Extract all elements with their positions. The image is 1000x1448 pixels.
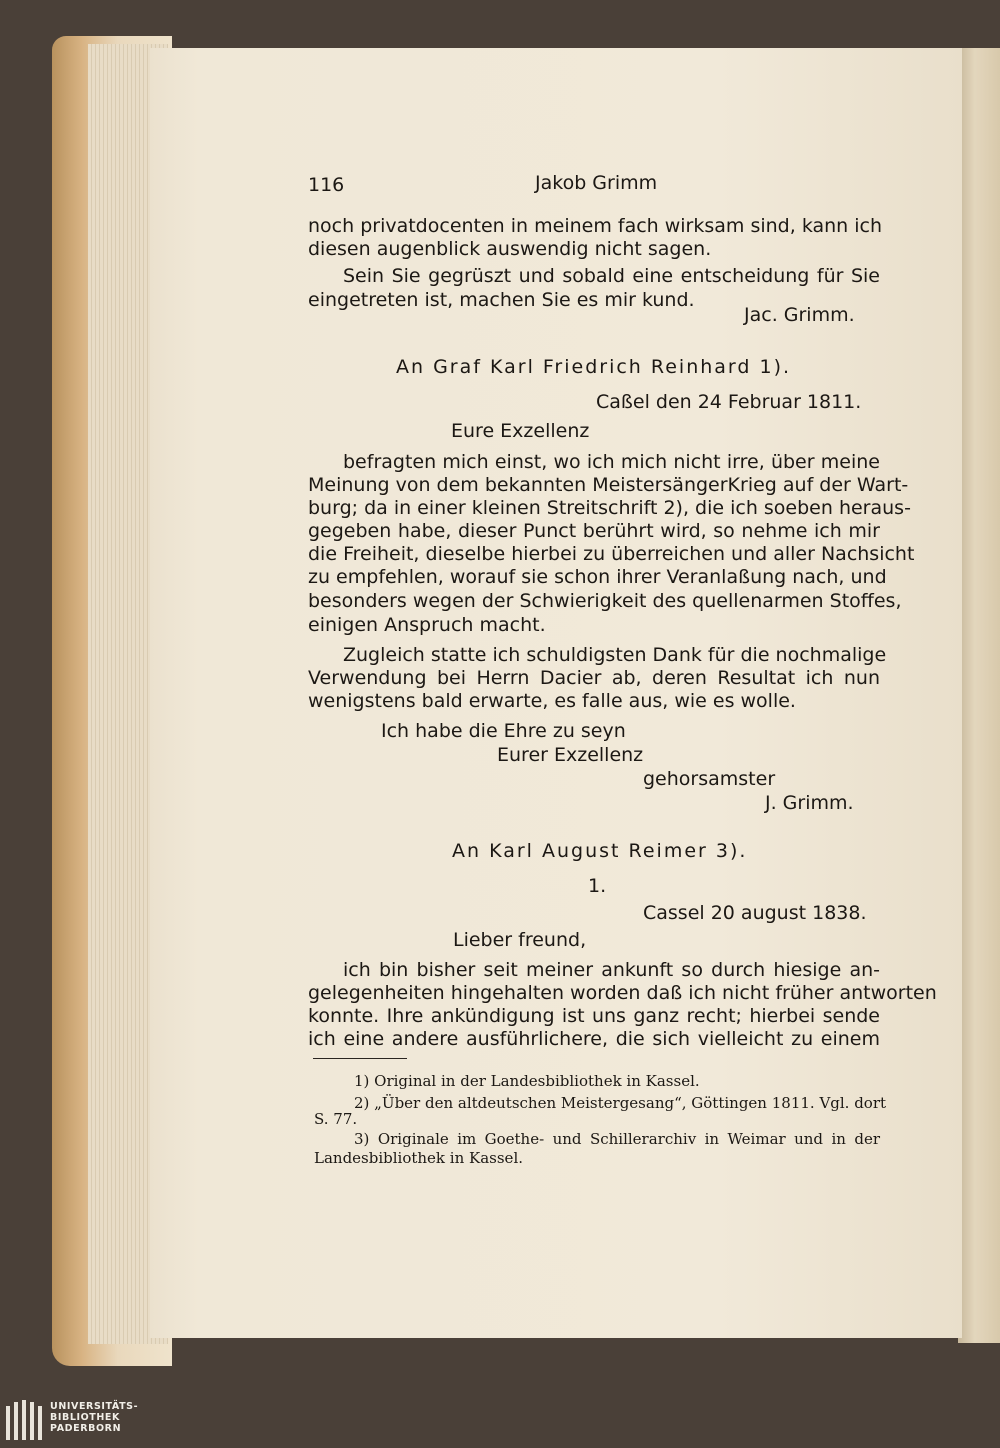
body-line: einigen Anspruch macht. bbox=[308, 614, 546, 636]
logo-text: BIBLIOTHEK bbox=[50, 1412, 120, 1423]
footnote: S. 77. bbox=[314, 1110, 358, 1128]
body-line: Meinung von dem bekannten MeistersängerKrieg auf der Wart- bbox=[308, 474, 909, 496]
logo-bar bbox=[30, 1402, 34, 1440]
logo-bar bbox=[6, 1406, 10, 1440]
closing-line: Ich habe die Ehre zu seyn bbox=[381, 720, 626, 742]
closing-line: Eurer Exzellenz bbox=[497, 744, 644, 766]
body-line: die Freiheit, dieselbe hierbei zu überreichen und aller Nachsicht bbox=[308, 543, 915, 565]
running-title: Jakob Grimm bbox=[535, 172, 658, 194]
footnote: 1) Original in der Landesbibliothek in Kassel. bbox=[354, 1072, 700, 1090]
body-line: diesen augenblick auswendig nicht sagen. bbox=[308, 238, 712, 260]
body-line: noch privatdocenten in meinem fach wirksam sind, kann ich bbox=[308, 215, 883, 237]
footnote: 3) Originale im Goethe- und Schillerarchiv in Weimar und in der bbox=[354, 1130, 880, 1148]
logo-bar bbox=[38, 1406, 42, 1440]
facing-page-edge bbox=[958, 48, 1000, 1343]
body-line: Sein Sie gegrüszt und sobald eine entscheidung für Sie bbox=[343, 265, 880, 287]
dateline: Cassel 20 august 1838. bbox=[643, 902, 867, 924]
body-line: ich eine andere ausführlichere, die sich vielleicht zu einem bbox=[308, 1028, 880, 1050]
logo-text: UNIVERSITÄTS- bbox=[50, 1401, 139, 1412]
body-line: burg; da in einer kleinen Streitschrift 2), die ich soeben heraus- bbox=[308, 497, 911, 519]
letter-heading: An Karl August Reimer 3). bbox=[452, 840, 748, 862]
body-line: ich bin bisher seit meiner ankunft so durch hiesige an- bbox=[343, 959, 880, 981]
body-line: eingetreten ist, machen Sie es mir kund. bbox=[308, 289, 695, 311]
body-line: Verwendung bei Herrn Dacier ab, deren Resultat ich nun bbox=[308, 667, 880, 689]
body-line: Zugleich statte ich schuldigsten Dank für die nochmalige bbox=[343, 644, 887, 666]
logo-bar bbox=[22, 1400, 26, 1440]
body-line: zu empfehlen, worauf sie schon ihrer Veranlaßung nach, und bbox=[308, 566, 887, 588]
body-line: besonders wegen der Schwierigkeit des quellenarmen Stoffes, bbox=[308, 590, 902, 612]
logo-bar bbox=[14, 1402, 18, 1440]
salutation: Lieber freund, bbox=[453, 929, 587, 951]
logo-text: PADERBORN bbox=[50, 1423, 122, 1434]
signature: J. Grimm. bbox=[765, 792, 854, 814]
body-line: gegeben habe, dieser Punct berührt wird, so nehme ich mir bbox=[308, 520, 880, 542]
body-line: befragten mich einst, wo ich mich nicht irre, über meine bbox=[343, 451, 880, 473]
letter-number: 1. bbox=[588, 875, 607, 897]
dateline: Caßel den 24 Februar 1811. bbox=[596, 391, 862, 413]
closing-line: gehorsamster bbox=[643, 768, 776, 790]
body-line: konnte. Ihre ankündigung ist uns ganz recht; hierbei sende bbox=[308, 1005, 880, 1027]
footnote-rule bbox=[313, 1058, 407, 1059]
letter-heading: An Graf Karl Friedrich Reinhard 1). bbox=[396, 356, 792, 378]
footnote: 2) „Über den altdeutschen Meistergesang“, Göttingen 1811. Vgl. dort bbox=[354, 1094, 887, 1112]
body-line: gelegenheiten hingehalten worden daß ich nicht früher antworten bbox=[308, 982, 937, 1004]
signature: Jac. Grimm. bbox=[744, 304, 855, 326]
library-logo bbox=[0, 1392, 160, 1448]
page-number: 116 bbox=[308, 174, 345, 196]
footnote: Landesbibliothek in Kassel. bbox=[314, 1149, 524, 1167]
salutation: Eure Exzellenz bbox=[451, 420, 590, 442]
body-line: wenigstens bald erwarte, es falle aus, wie es wolle. bbox=[308, 690, 796, 712]
